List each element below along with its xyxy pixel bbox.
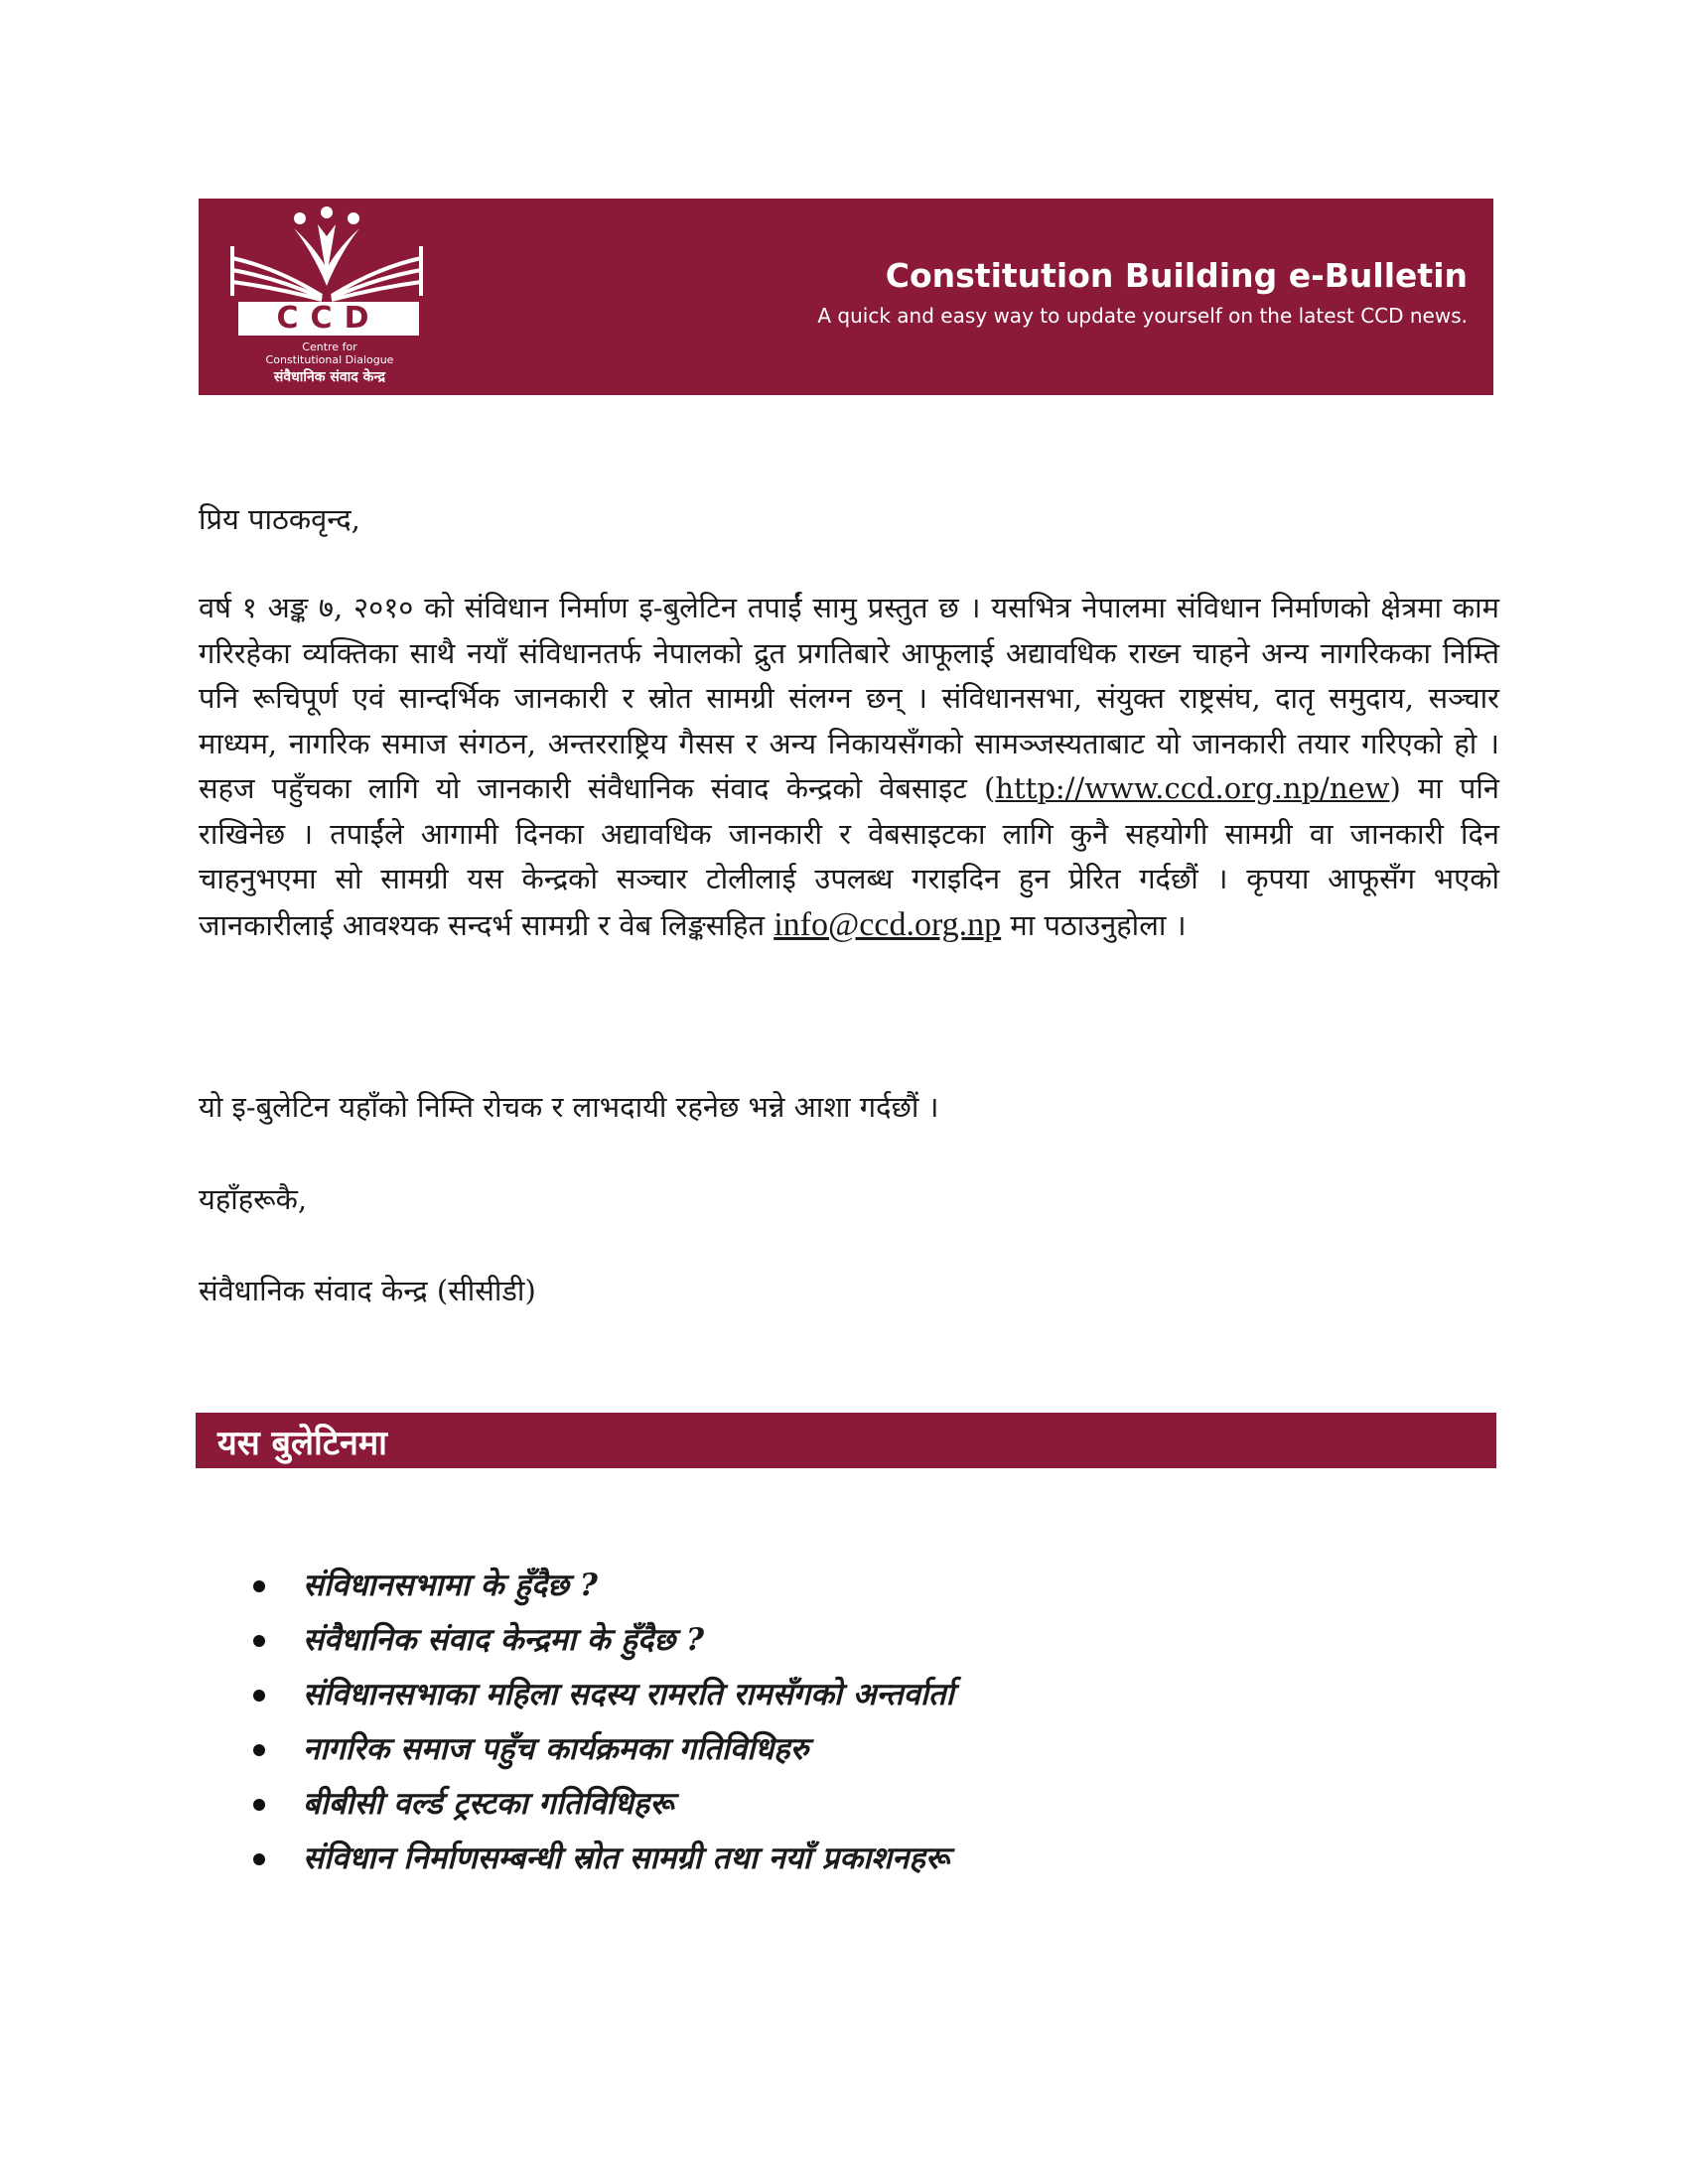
contents-item: संविधानसभामा के हुँदैछ ?: [253, 1564, 954, 1618]
contents-item: संविधान निर्माणसम्बन्धी स्रोत सामग्री तथा नयाँ प्रकाशनहरू: [253, 1837, 954, 1891]
contents-header: [196, 1413, 1496, 1468]
email-link[interactable]: info@ccd.org.np: [774, 905, 1002, 943]
contents-item: बीबीसी वर्ल्ड ट्रस्टका गतिविधिहरू: [253, 1782, 954, 1837]
bulletin-banner: [199, 199, 1493, 395]
open-book-figures-icon: [222, 206, 431, 302]
logo-letters: CCD: [238, 302, 419, 336]
paragraph-start: वर्ष १ अङ्क ७, २०१० को संविधान निर्माण इ-बुलेटिन तपाईं सामु प्रस्तुत छ । यसभित्र नेपालमा संविधान निर्माणको क्षेत्रमा काम गरिरहेका व्यक्तिका साथै नयाँ संविधानतर्फ नेपालको द्रुत प्रगतिबारे आफूलाई अद्यावधिक राख्न चाहने अन्य नागरिकका निम्ति पनि रूचिपूर्ण एवं सान्दर्भिक जानकारी र स्रोत सामग्री संलग्न छन् । संविधानसभा, संयुक्त राष्ट्रसंघ, दातृ समुदाय, सञ्चार माध्यम, नागरिक समाज संगठन, अन्तरराष्ट्रिय गैसस र अन्य निकायसँगको सामञ्जस्यताबाट यो जानकारी तयार गरिएको हो । सहज पहुँचका लागि यो जानकारी संवैधानिक संवाद केन्द्रको वेबसाइट (: [199, 591, 1499, 805]
paragraph-middle: ) मा पनि राखिनेछ । तपाईंले आगामी दिनका अद्यावधिक जानकारी र वेबसाइटका लागि कुनै सहयोगी सामग्री वा जानकारी दिन चाहनुभएमा सो सामग्री यस केन्द्रको सञ्चार टोलीलाई उपलब्ध गराइदिन हुन प्रेरित गर्दछौं । कृपया आफूसँग भएको जानकारीलाई आवश्यक सन्दर्भ सामग्री र वेब लिङ्कसहित: [199, 771, 1499, 942]
logo-line-3: संवैधानिक संवाद केन्द्र: [273, 369, 386, 385]
letter-greeting: प्रिय पाठकवृन्द,: [199, 502, 360, 536]
contents-item: संविधानसभाका महिला सदस्य रामरति रामसँगको अन्तर्वार्ता: [253, 1673, 954, 1727]
contents-item: नागरिक समाज पहुँच कार्यक्रमका गतिविधिहरु: [253, 1727, 954, 1782]
banner-tagline: A quick and easy way to update yourself on the latest CCD news.: [817, 304, 1468, 328]
logo-line-1: Centre for: [302, 341, 357, 353]
contents-title: यस बुलेटिनमा: [217, 1424, 387, 1463]
contents-list: [253, 1564, 954, 1891]
website-link[interactable]: http://www.ccd.org.np/new: [995, 771, 1390, 805]
ccd-logo: [216, 206, 435, 389]
letter-signature: संवैधानिक संवाद केन्द्र (सीसीडी): [199, 1274, 536, 1307]
contents-item: संवैधानिक संवाद केन्द्रमा के हुँदैछ ?: [253, 1618, 954, 1673]
letter-closing: यो इ-बुलेटिन यहाँको निम्ति रोचक र लाभदायी रहनेछ भन्ने आशा गर्दछौं ।: [199, 1090, 939, 1124]
logo-line-2: Constitutional Dialogue: [265, 353, 394, 366]
banner-title: Constitution Building e-Bulletin: [885, 256, 1468, 295]
letter-signoff: यहाँहरूकै,: [199, 1182, 308, 1216]
letter-paragraph: [199, 586, 1499, 948]
paragraph-end: मा पठाउनुहोला ।: [1001, 907, 1187, 942]
